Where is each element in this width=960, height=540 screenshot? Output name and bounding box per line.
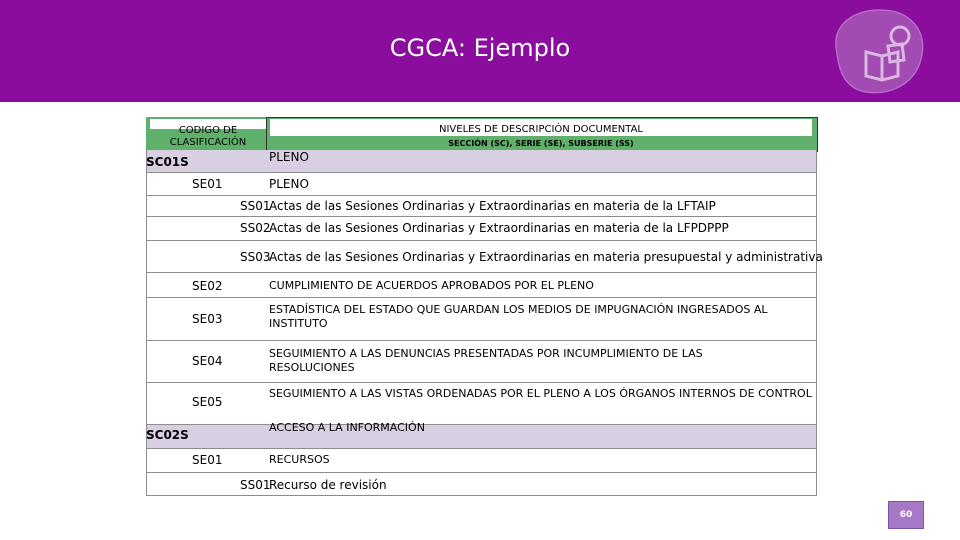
book-figure-icon [822,6,932,98]
header-banner [0,0,960,102]
levels-subheader: SECCIÓN (SC), SERIE (SE), SUBSERIE (SS) [448,139,634,148]
row-divider [146,424,817,425]
row-divider [146,195,817,196]
row-divider [146,382,817,383]
table-border-right [816,150,817,496]
subserie-code: SS01 [240,199,271,213]
row-text: CUMPLIMIENTO DE ACUERDOS APROBADOS POR EL PLENO [269,279,594,292]
subserie-code: SS01 [240,478,271,492]
serie-code: SE01 [192,177,223,191]
section-code: SC01S [146,155,189,169]
row-divider [146,340,817,341]
row-divider [146,448,817,449]
serie-code: SE04 [192,354,223,368]
table-border-bottom [146,495,817,496]
row-text: ACCESO A LA INFORMACIÓN [269,421,425,434]
row-text: SEGUIMIENTO A LAS DENUNCIAS PRESENTADAS POR INCUMPLIMIENTO DE LAS RESOLUCIONES [269,347,703,374]
serie-code: SE05 [192,395,223,409]
section-row-bg [146,424,816,448]
row-text: Actas de las Sesiones Ordinarias y Extraordinarias en materia presupuestal y administrativa [269,250,823,264]
page-number: 60 [888,501,924,529]
row-divider [146,216,817,217]
row-text: SEGUIMIENTO A LAS VISTAS ORDENADAS POR EL PLENO A LOS ÓRGANOS INTERNOS DE CONTROL [269,387,812,400]
section-code: SC02S [146,428,189,442]
subserie-code: SS03 [240,250,271,264]
levels-header: NIVELES DE DESCRIPCIÓN DOCUMENTAL [439,124,643,135]
row-text: RECURSOS [269,453,330,466]
code-header: CODIGO DE CLASIFICACIÓN [169,125,247,148]
row-text: Actas de las Sesiones Ordinarias y Extraordinarias en materia de la LFPDPPP [269,221,729,235]
row-text: ESTADÍSTICA DEL ESTADO QUE GUARDAN LOS MEDIOS DE IMPUGNACIÓN INGRESADOS AL INSTITUTO [269,303,768,330]
table-border-left [146,150,147,496]
row-text: PLENO [269,150,309,164]
row-divider [146,272,817,273]
row-divider [146,297,817,298]
row-text: Actas de las Sesiones Ordinarias y Extraordinarias en materia de la LFTAIP [269,199,716,213]
serie-code: SE02 [192,279,223,293]
row-text: PLENO [269,177,309,191]
row-text: Recurso de revisión [269,478,387,492]
row-divider [146,172,817,173]
page-title: CGCA: Ejemplo [389,34,571,62]
section-row-bg [146,150,816,172]
subserie-code: SS02 [240,221,271,235]
serie-code: SE03 [192,312,223,326]
row-divider [146,472,817,473]
serie-code: SE01 [192,453,223,467]
row-divider [146,240,817,241]
